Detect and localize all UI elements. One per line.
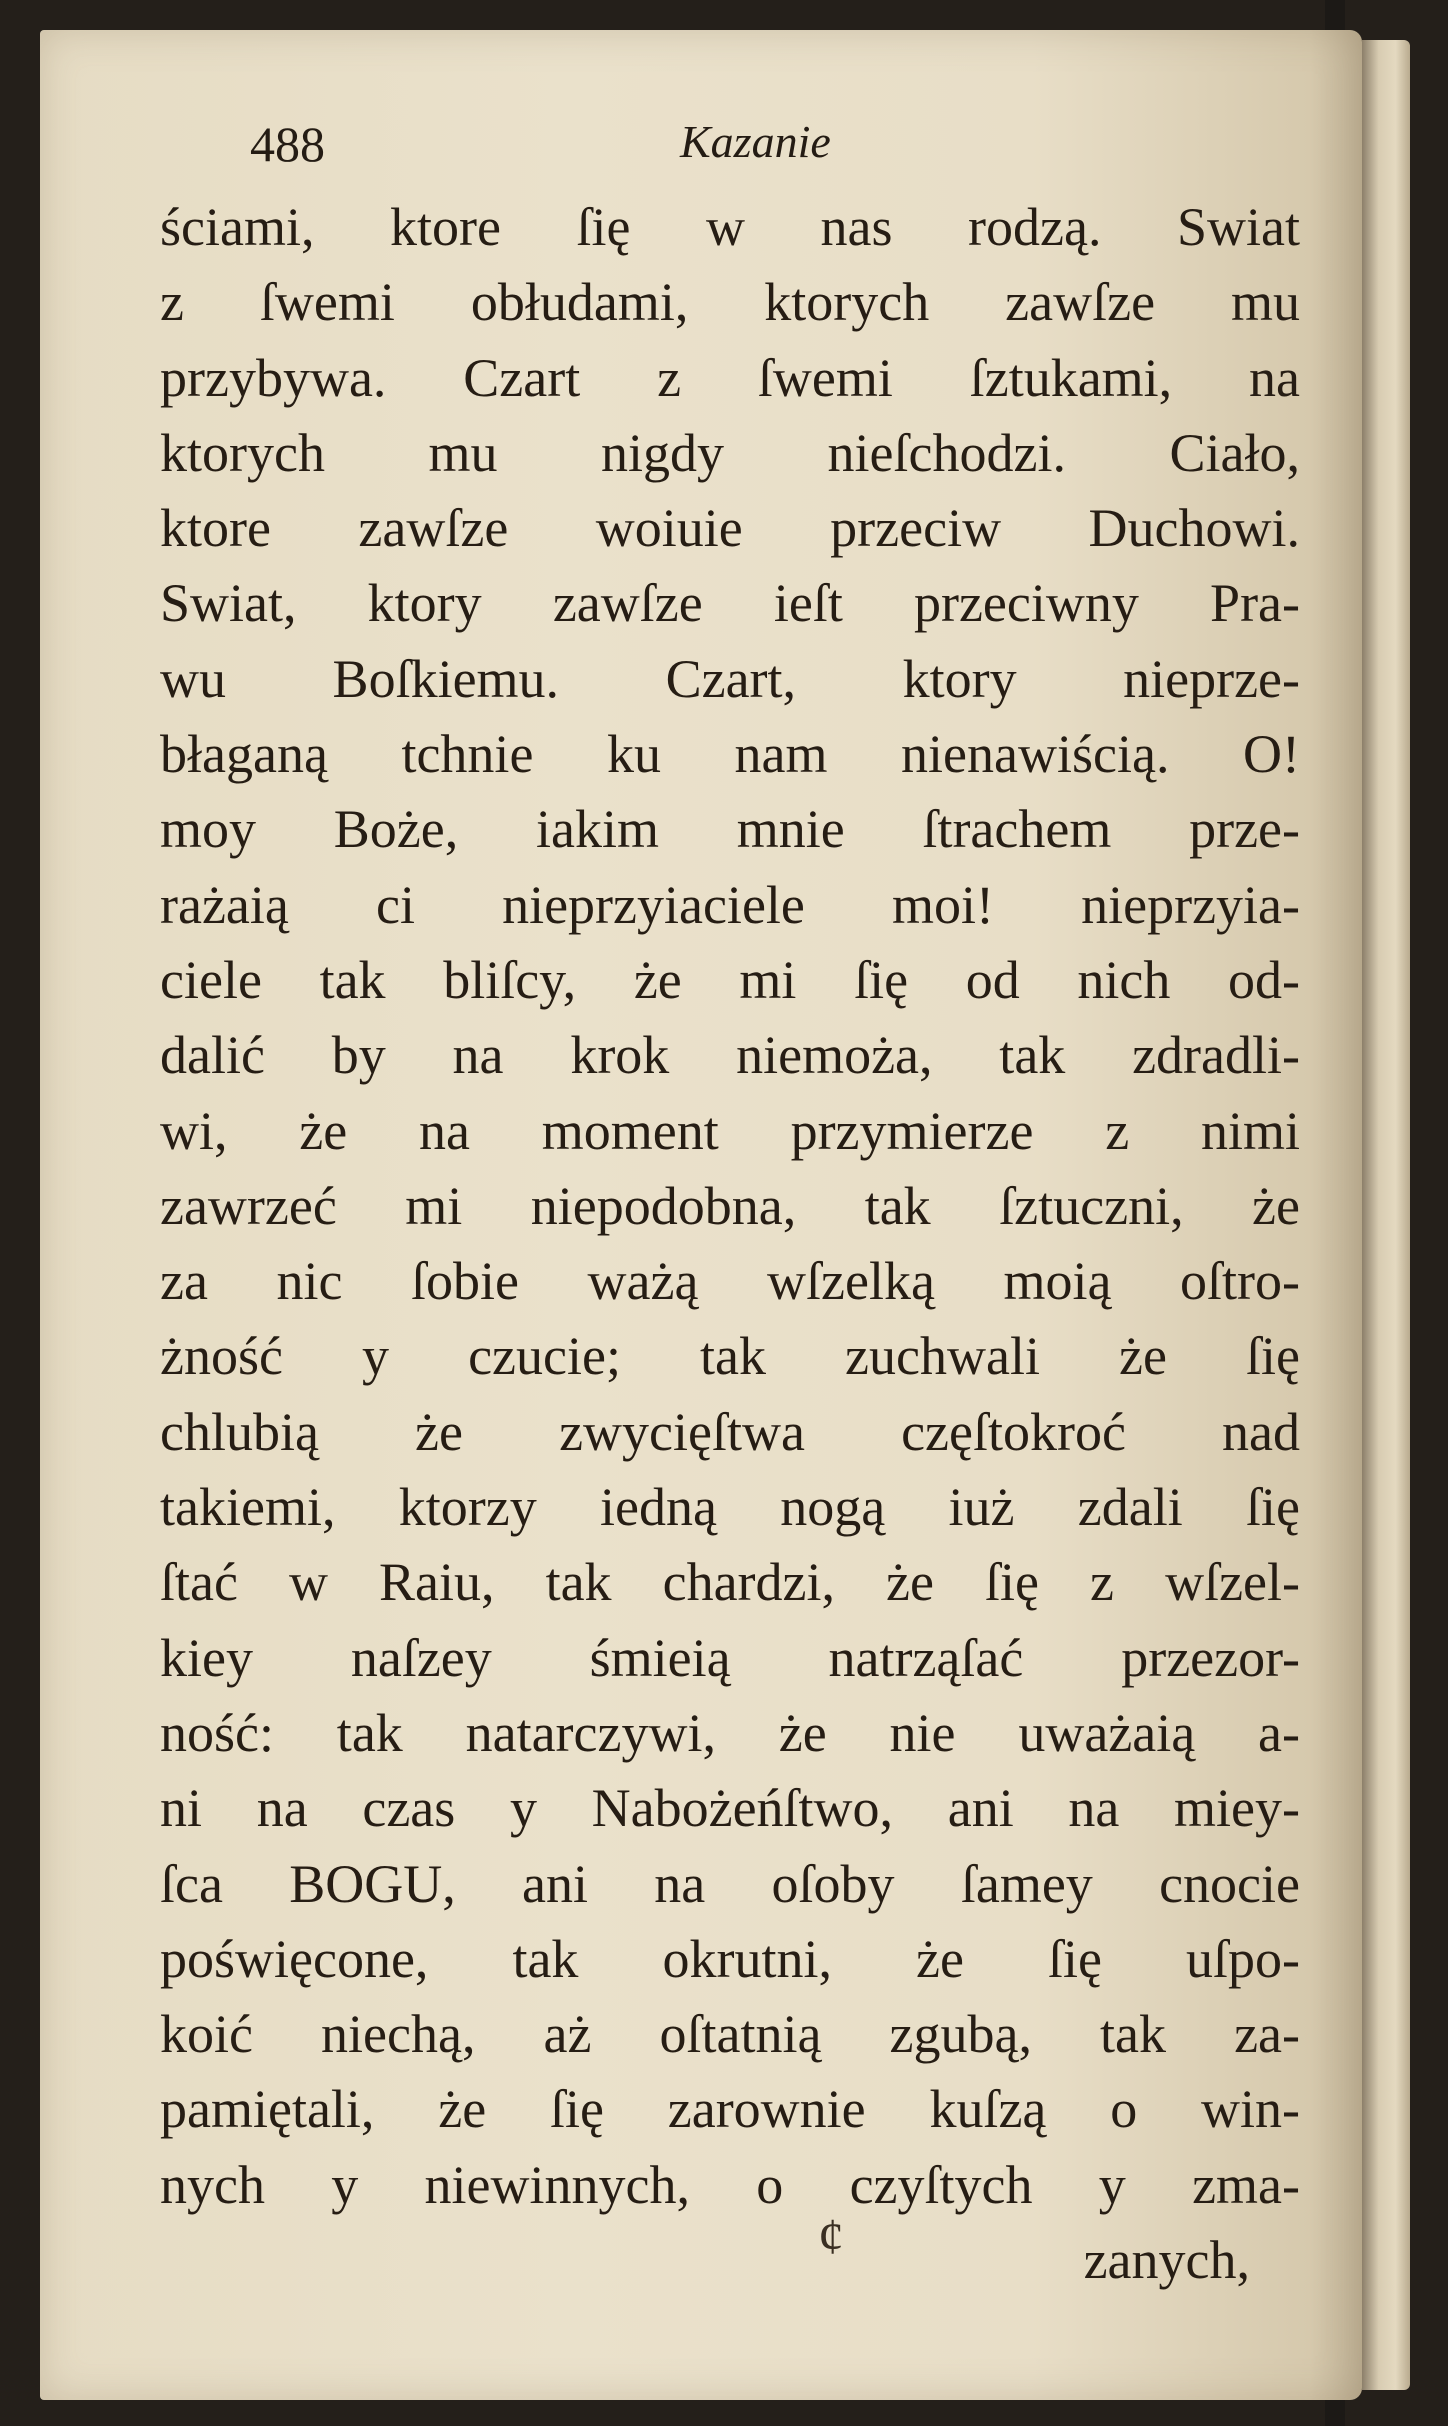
text-line: ſca BOGU, ani na oſoby ſamey cnocie (160, 1853, 1300, 1914)
body-text (160, 190, 1300, 2298)
text-line: ciele tak bliſcy, że mi ſię od nich od- (160, 949, 1300, 1010)
text-line: takiemi, ktorzy iedną nogą iuż zdali ſię (160, 1477, 1300, 1538)
text-line: kiey naſzey śmieią natrząſać przezor- (160, 1627, 1300, 1688)
text-line: ktorych mu nigdy nieſchodzi. Ciało, (160, 422, 1300, 483)
text-line: wu Boſkiemu. Czart, ktory nieprze- (160, 648, 1300, 709)
text-line: koić niechą, aż oſtatnią zgubą, tak za- (160, 2004, 1300, 2065)
text-line: Swiat, ktory zawſze ieſt przeciwny Pra- (160, 573, 1300, 634)
text-line: ni na czas y Nabożeńſtwo, ani na miey- (160, 1778, 1300, 1839)
text-line: pamiętali, że ſię zarownie kuſzą o win- (160, 2079, 1300, 2140)
text-line: wi, że na moment przymierze z nimi (160, 1100, 1300, 1161)
text-line: dalić by na krok niemoża, tak zdradli- (160, 1025, 1300, 1086)
text-line: chlubią że zwycięſtwa częſtokroć nad (160, 1401, 1300, 1462)
page-header (250, 115, 1150, 185)
ink-blot-mark: ¢ (818, 2209, 844, 2266)
text-line: moy Boże, iakim mnie ſtrachem prze- (160, 799, 1300, 860)
text-line: żność y czucie; tak zuchwali że ſię (160, 1326, 1300, 1387)
text-line: nych y niewinnych, o czyſtych y zma- (160, 2154, 1300, 2215)
text-line: zawrzeć mi niepodobna, tak ſztuczni, że (160, 1175, 1300, 1236)
text-line: z ſwemi obłudami, ktorych zawſze mu (160, 272, 1300, 333)
page-number: 488 (250, 116, 325, 172)
text-line: ność: tak natarczywi, że nie uważaią a- (160, 1702, 1300, 1763)
text-line: przybywa. Czart z ſwemi ſztukami, na (160, 347, 1300, 408)
next-page-edge (1362, 40, 1410, 2390)
text-line: poświęcone, tak okrutni, że ſię uſpo- (160, 1928, 1300, 1989)
catchword-line: zanych, (1083, 2230, 1250, 2291)
running-head: Kazanie (680, 116, 831, 167)
text-line: ktore zawſze woiuie przeciw Duchowi. (160, 498, 1300, 559)
text-line: rażaią ci nieprzyiaciele moi! nieprzyia- (160, 874, 1300, 935)
text-line: ściami, ktore ſię w nas rodzą. Swiat (160, 197, 1300, 257)
text-line: błaganą tchnie ku nam nienawiścią. O! (160, 724, 1300, 785)
text-line: za nic ſobie ważą wſzelką moią oſtro- (160, 1251, 1300, 1312)
text-line: ſtać w Raiu, tak chardzi, że ſię z wſzel- (160, 1552, 1300, 1613)
